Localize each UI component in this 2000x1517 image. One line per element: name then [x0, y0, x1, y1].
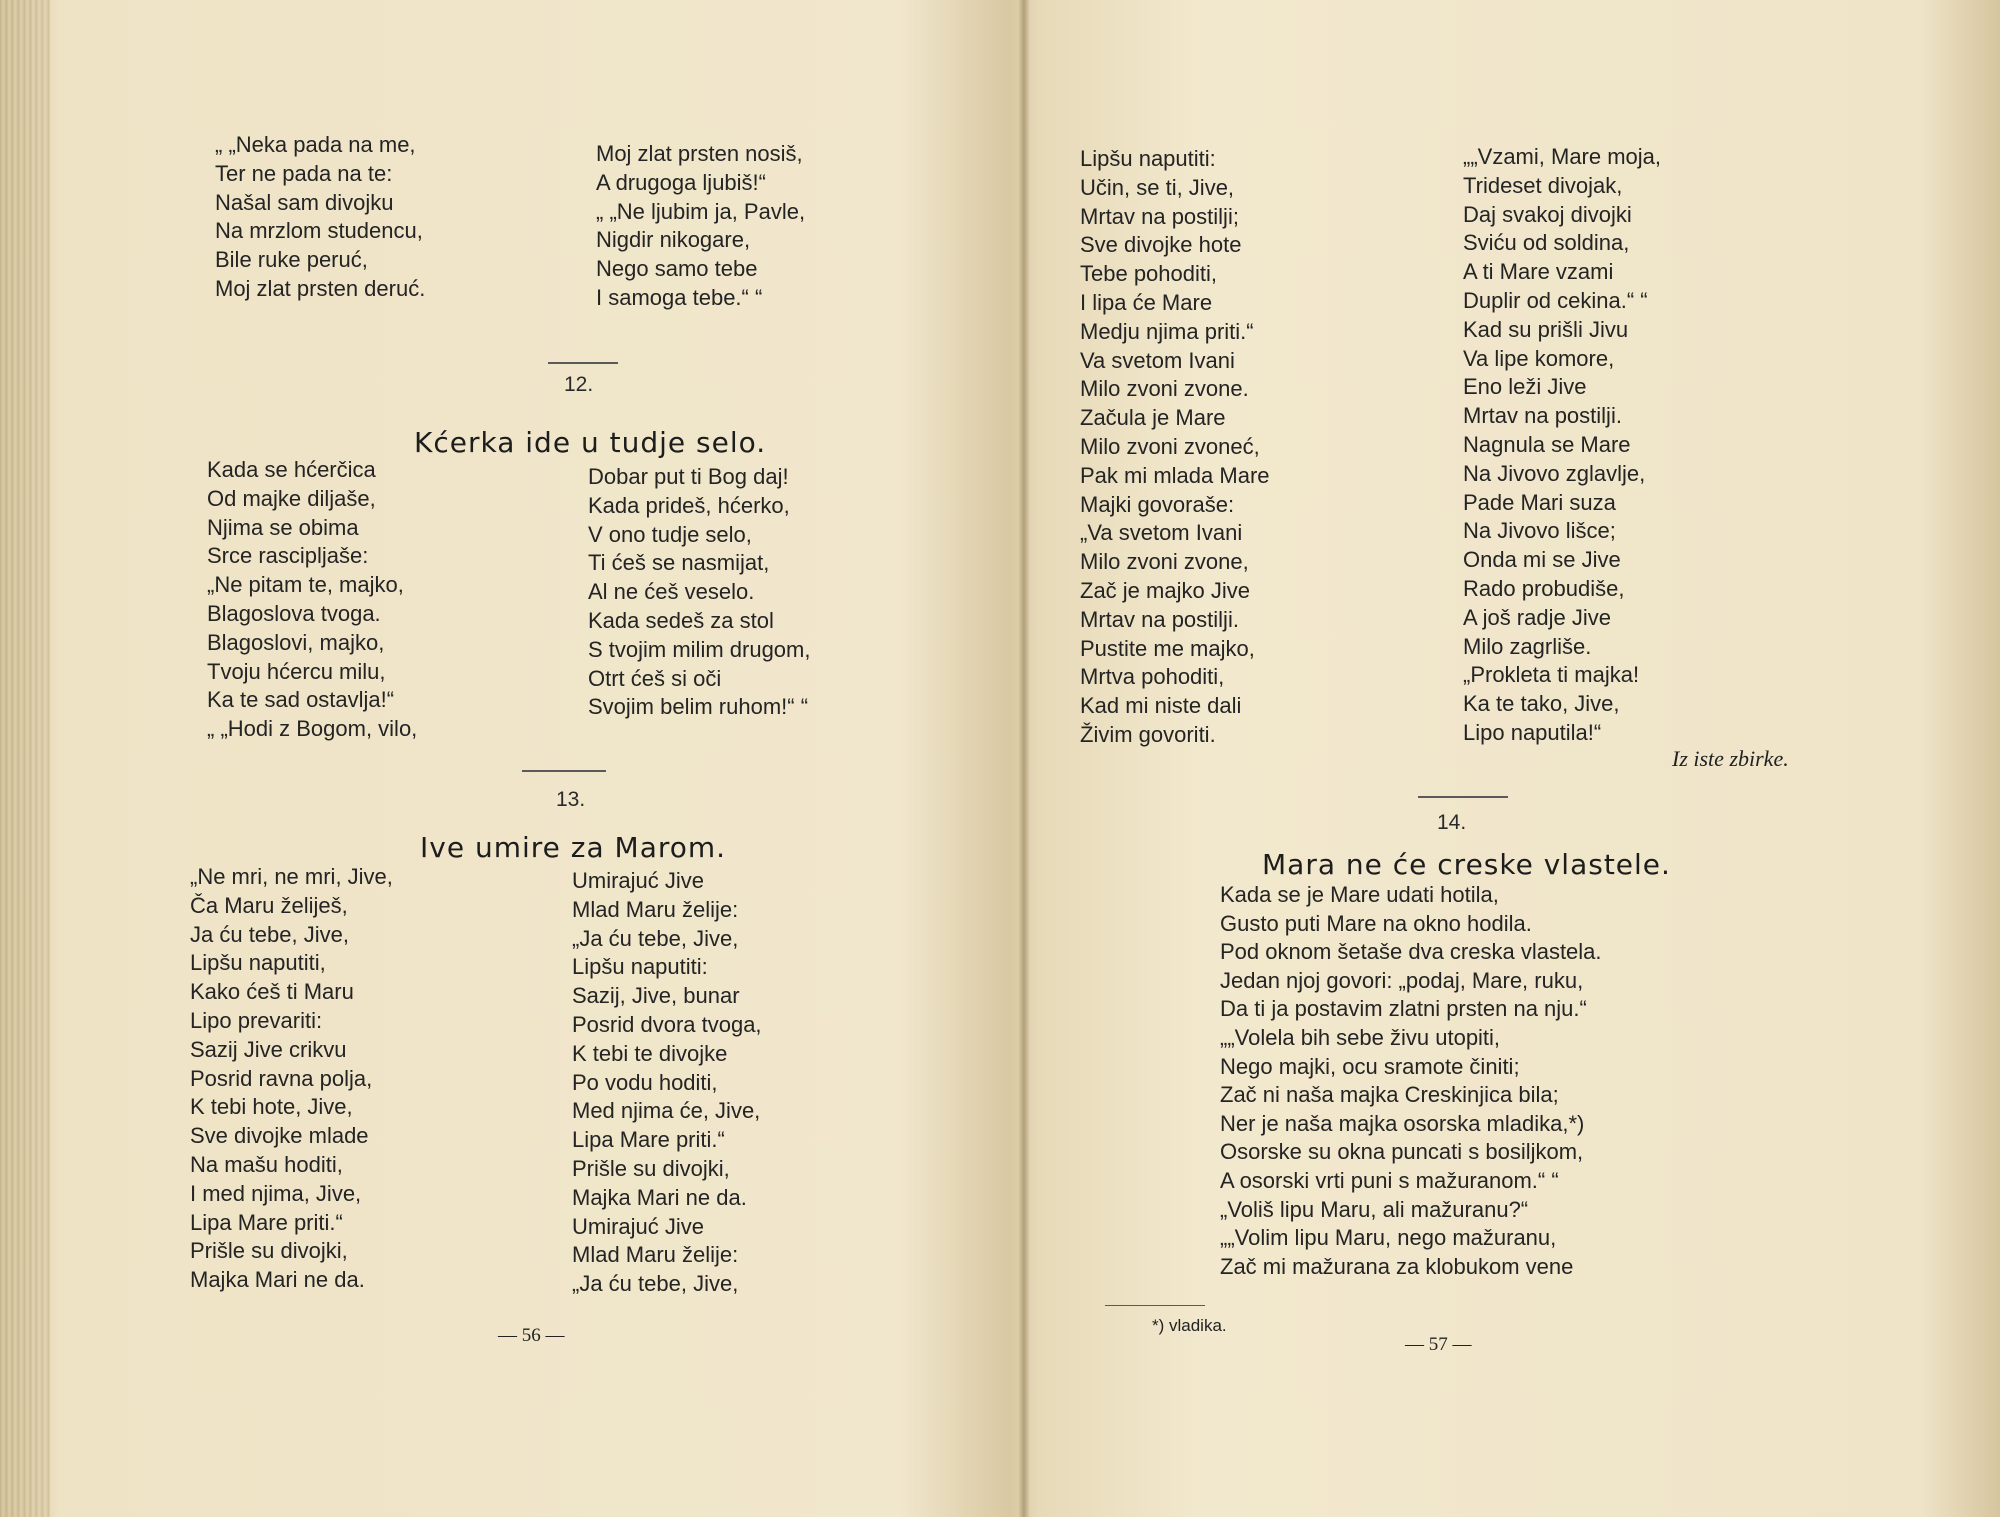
poem14-text — [1220, 881, 1602, 1281]
poem-column-b — [588, 463, 810, 722]
verse-line: S tvojim milim drugom, — [588, 636, 811, 662]
verse-line: Na Jivovo zglavlje, — [1463, 460, 1646, 486]
verse-line: Začula je Mare — [1080, 405, 1226, 431]
verse-line: Nagnula se Mare — [1463, 431, 1631, 457]
verse-line: Pod oknom šetaše dva creska vlastela. — [1220, 939, 1602, 965]
verse-line: Od majke diljaše, — [207, 485, 376, 511]
verse-line: Ter ne pada na te: — [215, 160, 393, 186]
verse-line: Lipšu naputiti: — [572, 954, 708, 980]
verse-line: Ja ću tebe, Jive, — [190, 921, 349, 947]
verse-line: Trideset divojak, — [1463, 172, 1623, 198]
verse-line: Našal sam divojku — [215, 189, 394, 215]
footnote: *) vladika. — [1152, 1316, 1227, 1335]
verse-line: Bile ruke peruć, — [215, 247, 368, 273]
verse-line: Lipšu naputiti, — [190, 950, 326, 976]
verse-line: Milo zagrliše. — [1463, 633, 1592, 659]
page-number: — 56 — — [498, 1325, 565, 1346]
verse-line: Na Jivovo lišce; — [1463, 518, 1616, 544]
verse-line: Rado probudiše, — [1463, 575, 1625, 601]
verse-line: Lipo naputila!“ — [1463, 719, 1602, 745]
verse-line: Lipšu naputiti: — [1080, 146, 1216, 171]
verse-line: A drugoga ljubiš!“ — [596, 169, 766, 195]
footnote-rule — [1105, 1305, 1205, 1306]
verse-line: Lipa Mare priti.“ — [190, 1209, 343, 1235]
verse-line: Umirajuć Jive — [572, 1213, 705, 1239]
verse-line: „Va svetom Ivani — [1080, 520, 1243, 546]
verse-line: Majka Mari ne da. — [190, 1267, 365, 1293]
verse-line: „ „Hodi z Bogom, vilo, — [207, 716, 418, 742]
poem-column-a — [207, 456, 417, 744]
verse-line: „Ja ću tebe, Jive, — [572, 925, 739, 951]
verse-line: Pak mi mlada Mare — [1080, 462, 1270, 488]
verse-line: Onda mi se Jive — [1463, 547, 1621, 573]
verse-line: Kada sedeš za stol — [588, 607, 774, 633]
verse-line: A osorski vrti puni s mažuranom.“ “ — [1220, 1167, 1559, 1193]
section-number: 14. — [1437, 811, 1467, 834]
verse-line: Svojim belim ruhom!“ “ — [588, 694, 809, 720]
section-divider — [1418, 796, 1508, 798]
verse-line: Mrtva pohoditi, — [1080, 664, 1225, 690]
verse-line: „Ja ću tebe, Jive, — [572, 1271, 739, 1297]
verse-line: Zač mi mažurana za klobukom vene — [1220, 1253, 1574, 1279]
verse-line: Jedan njoj govori: „podaj, Mare, ruku, — [1220, 967, 1584, 993]
verse-line: Živim govoriti. — [1080, 721, 1216, 747]
verse-line: Umirajuć Jive — [572, 868, 705, 893]
verse-line: Kada se hćerčica — [207, 457, 376, 482]
section-title: Ive umire za Marom. — [420, 831, 727, 864]
section-title: Kćerka ide u tudje selo. — [414, 426, 767, 459]
verse-line: I samoga tebe.“ “ — [596, 284, 763, 310]
verse-line: Na mrzlom studencu, — [215, 218, 423, 244]
verse-line: I lipa će Mare — [1080, 289, 1213, 315]
verse-line: Posrid ravna polja, — [190, 1065, 373, 1091]
verse-line: I med njima, Jive, — [190, 1180, 362, 1206]
verse-line: Sve divojke mlade — [190, 1123, 369, 1149]
section-title: Mara ne će creske vlastele. — [1262, 848, 1671, 881]
verse-line: „ „Ne ljubim ja, Pavle, — [596, 198, 806, 224]
verse-line: Va lipe komore, — [1463, 345, 1615, 371]
verse-line: A ti Mare vzami — [1463, 259, 1614, 285]
verse-line: Po vodu hoditi, — [572, 1069, 718, 1095]
verse-line: Mrtav na postilji. — [1463, 403, 1622, 429]
verse-line: Srce rascipljaše: — [207, 543, 369, 569]
verse-line: Lipa Mare priti.“ — [572, 1127, 725, 1153]
verse-line: Kada se je Mare udati hotila, — [1220, 882, 1499, 907]
poem-column-b — [572, 867, 762, 1299]
poem12-column-b — [596, 140, 805, 313]
verse-line: Zač je majko Jive — [1080, 577, 1250, 603]
verse-line: Sve divojke hote — [1080, 232, 1242, 258]
book-gutter — [1018, 0, 1030, 1517]
verse-line: Pade Mari suza — [1463, 489, 1616, 515]
verse-line: Da ti ja postavim zlatni prsten na nju.“ — [1220, 996, 1587, 1022]
section-number: 13. — [556, 788, 586, 811]
verse-line: Ka te sad ostavlja!“ — [207, 687, 395, 713]
verse-line: Kad mi niste dali — [1080, 693, 1242, 719]
verse-line: Ča Maru želiješ, — [190, 892, 348, 918]
verse-line: Učin, se ti, Jive, — [1080, 174, 1235, 200]
section-divider — [548, 362, 618, 364]
verse-line: Blagoslovi, majko, — [207, 629, 385, 655]
verse-line: Ner je naša majka osorska mladika,*) — [1220, 1110, 1585, 1136]
verse-line: Mrtav na postilji; — [1080, 203, 1239, 229]
verse-line: Kada prideš, hćerko, — [588, 492, 790, 518]
verse-line: Milo zvoni zvone, — [1080, 549, 1249, 575]
verse-line: Medju njima priti.“ — [1080, 318, 1254, 344]
verse-line: Majki govoraše: — [1080, 491, 1235, 517]
verse-line: Mrtav na postilji. — [1080, 606, 1239, 632]
verse-line: „ „Neka pada na me, — [215, 132, 416, 157]
poem-column-d — [1463, 143, 1661, 748]
verse-line: Na mašu hoditi, — [190, 1151, 343, 1177]
verse-line: Sazij, Jive, bunar — [572, 983, 740, 1009]
verse-line: Otrt ćeš si oči — [588, 665, 722, 691]
verse-line: Lipo prevariti: — [190, 1007, 323, 1033]
verse-line: Zač ni naša majka Creskinjica bila; — [1220, 1082, 1559, 1108]
page-edges — [0, 0, 50, 1517]
verse-line: Moj zlat prsten deruć. — [215, 275, 426, 301]
verse-line: Mlad Maru želije: — [572, 896, 739, 922]
verse-line: „„Volela bih sebe živu utopiti, — [1220, 1024, 1501, 1050]
verse-line: Ti ćeš se nasmijat, — [588, 550, 770, 576]
verse-line: Blagoslova tvoga. — [207, 600, 381, 626]
verse-line: Sviću od soldina, — [1463, 230, 1630, 256]
verse-line: Med njima će, Jive, — [572, 1098, 761, 1124]
verse-line: „„Vzami, Mare moja, — [1463, 144, 1662, 169]
verse-line: Posrid dvora tvoga, — [572, 1011, 762, 1037]
verse-line: Milo zvoni zvone. — [1080, 376, 1249, 402]
verse-line: Kad su prišli Jivu — [1463, 316, 1629, 342]
verse-line: Duplir od cekina.“ “ — [1463, 287, 1648, 313]
verse-line: Mlad Maru želije: — [572, 1242, 739, 1268]
verse-line: A još radje Jive — [1463, 604, 1611, 630]
verse-line: „Ne pitam te, majko, — [207, 572, 404, 598]
verse-line: Prišle su divojki, — [572, 1155, 730, 1181]
verse-line: K tebi hote, Jive, — [190, 1094, 353, 1120]
verse-line: Pustite me majko, — [1080, 635, 1255, 661]
source-citation: Iz iste zbirke. — [1672, 746, 1789, 771]
verse-line: Dobar put ti Bog daj! — [588, 464, 789, 489]
verse-line: Moj zlat prsten nosiš, — [596, 141, 803, 166]
verse-line: V ono tudje selo, — [588, 521, 752, 547]
verse-line: Majka Mari ne da. — [572, 1184, 747, 1210]
verse-line: Kako ćeš ti Maru — [190, 979, 354, 1005]
verse-line: Eno leži Jive — [1463, 374, 1587, 400]
verse-line: Gusto puti Mare na okno hodila. — [1220, 910, 1532, 936]
page-number: — 57 — — [1405, 1334, 1472, 1355]
verse-line: Tebe pohoditi, — [1080, 261, 1217, 287]
verse-line: Va svetom Ivani — [1080, 347, 1235, 373]
section-number: 12. — [564, 373, 594, 396]
verse-line: Nego samo tebe — [596, 256, 758, 282]
poem12-column-a — [215, 131, 425, 304]
verse-line: Al ne ćeš veselo. — [588, 579, 755, 605]
verse-line: Ka te tako, Jive, — [1463, 691, 1620, 717]
verse-line: „Voliš lipu Maru, ali mažuranu?“ — [1220, 1196, 1529, 1222]
verse-line: Sazij Jive crikvu — [190, 1036, 347, 1062]
verse-line: Osorske su okna puncati s bosiljkom, — [1220, 1139, 1584, 1165]
verse-line: „Ne mri, ne mri, Jive, — [190, 864, 393, 889]
verse-line: Nego majki, ocu sramote činiti; — [1220, 1053, 1520, 1079]
verse-line: K tebi te divojke — [572, 1040, 728, 1066]
poem-column-a — [190, 863, 393, 1295]
verse-line: Milo zvoni zvoneć, — [1080, 433, 1260, 459]
poem-column-c — [1080, 145, 1270, 750]
verse-line: Nigdir nikogare, — [596, 227, 751, 253]
verse-line: Daj svakoj divojki — [1463, 201, 1632, 227]
verse-line: Prišle su divojki, — [190, 1238, 348, 1264]
section-divider — [522, 770, 606, 772]
verse-line: „„Volim lipu Maru, nego mažuranu, — [1220, 1225, 1557, 1251]
verse-line: Njima se obima — [207, 514, 359, 540]
verse-line: „Prokleta ti majka! — [1463, 662, 1640, 688]
verse-line: Tvoju hćercu milu, — [207, 658, 386, 684]
